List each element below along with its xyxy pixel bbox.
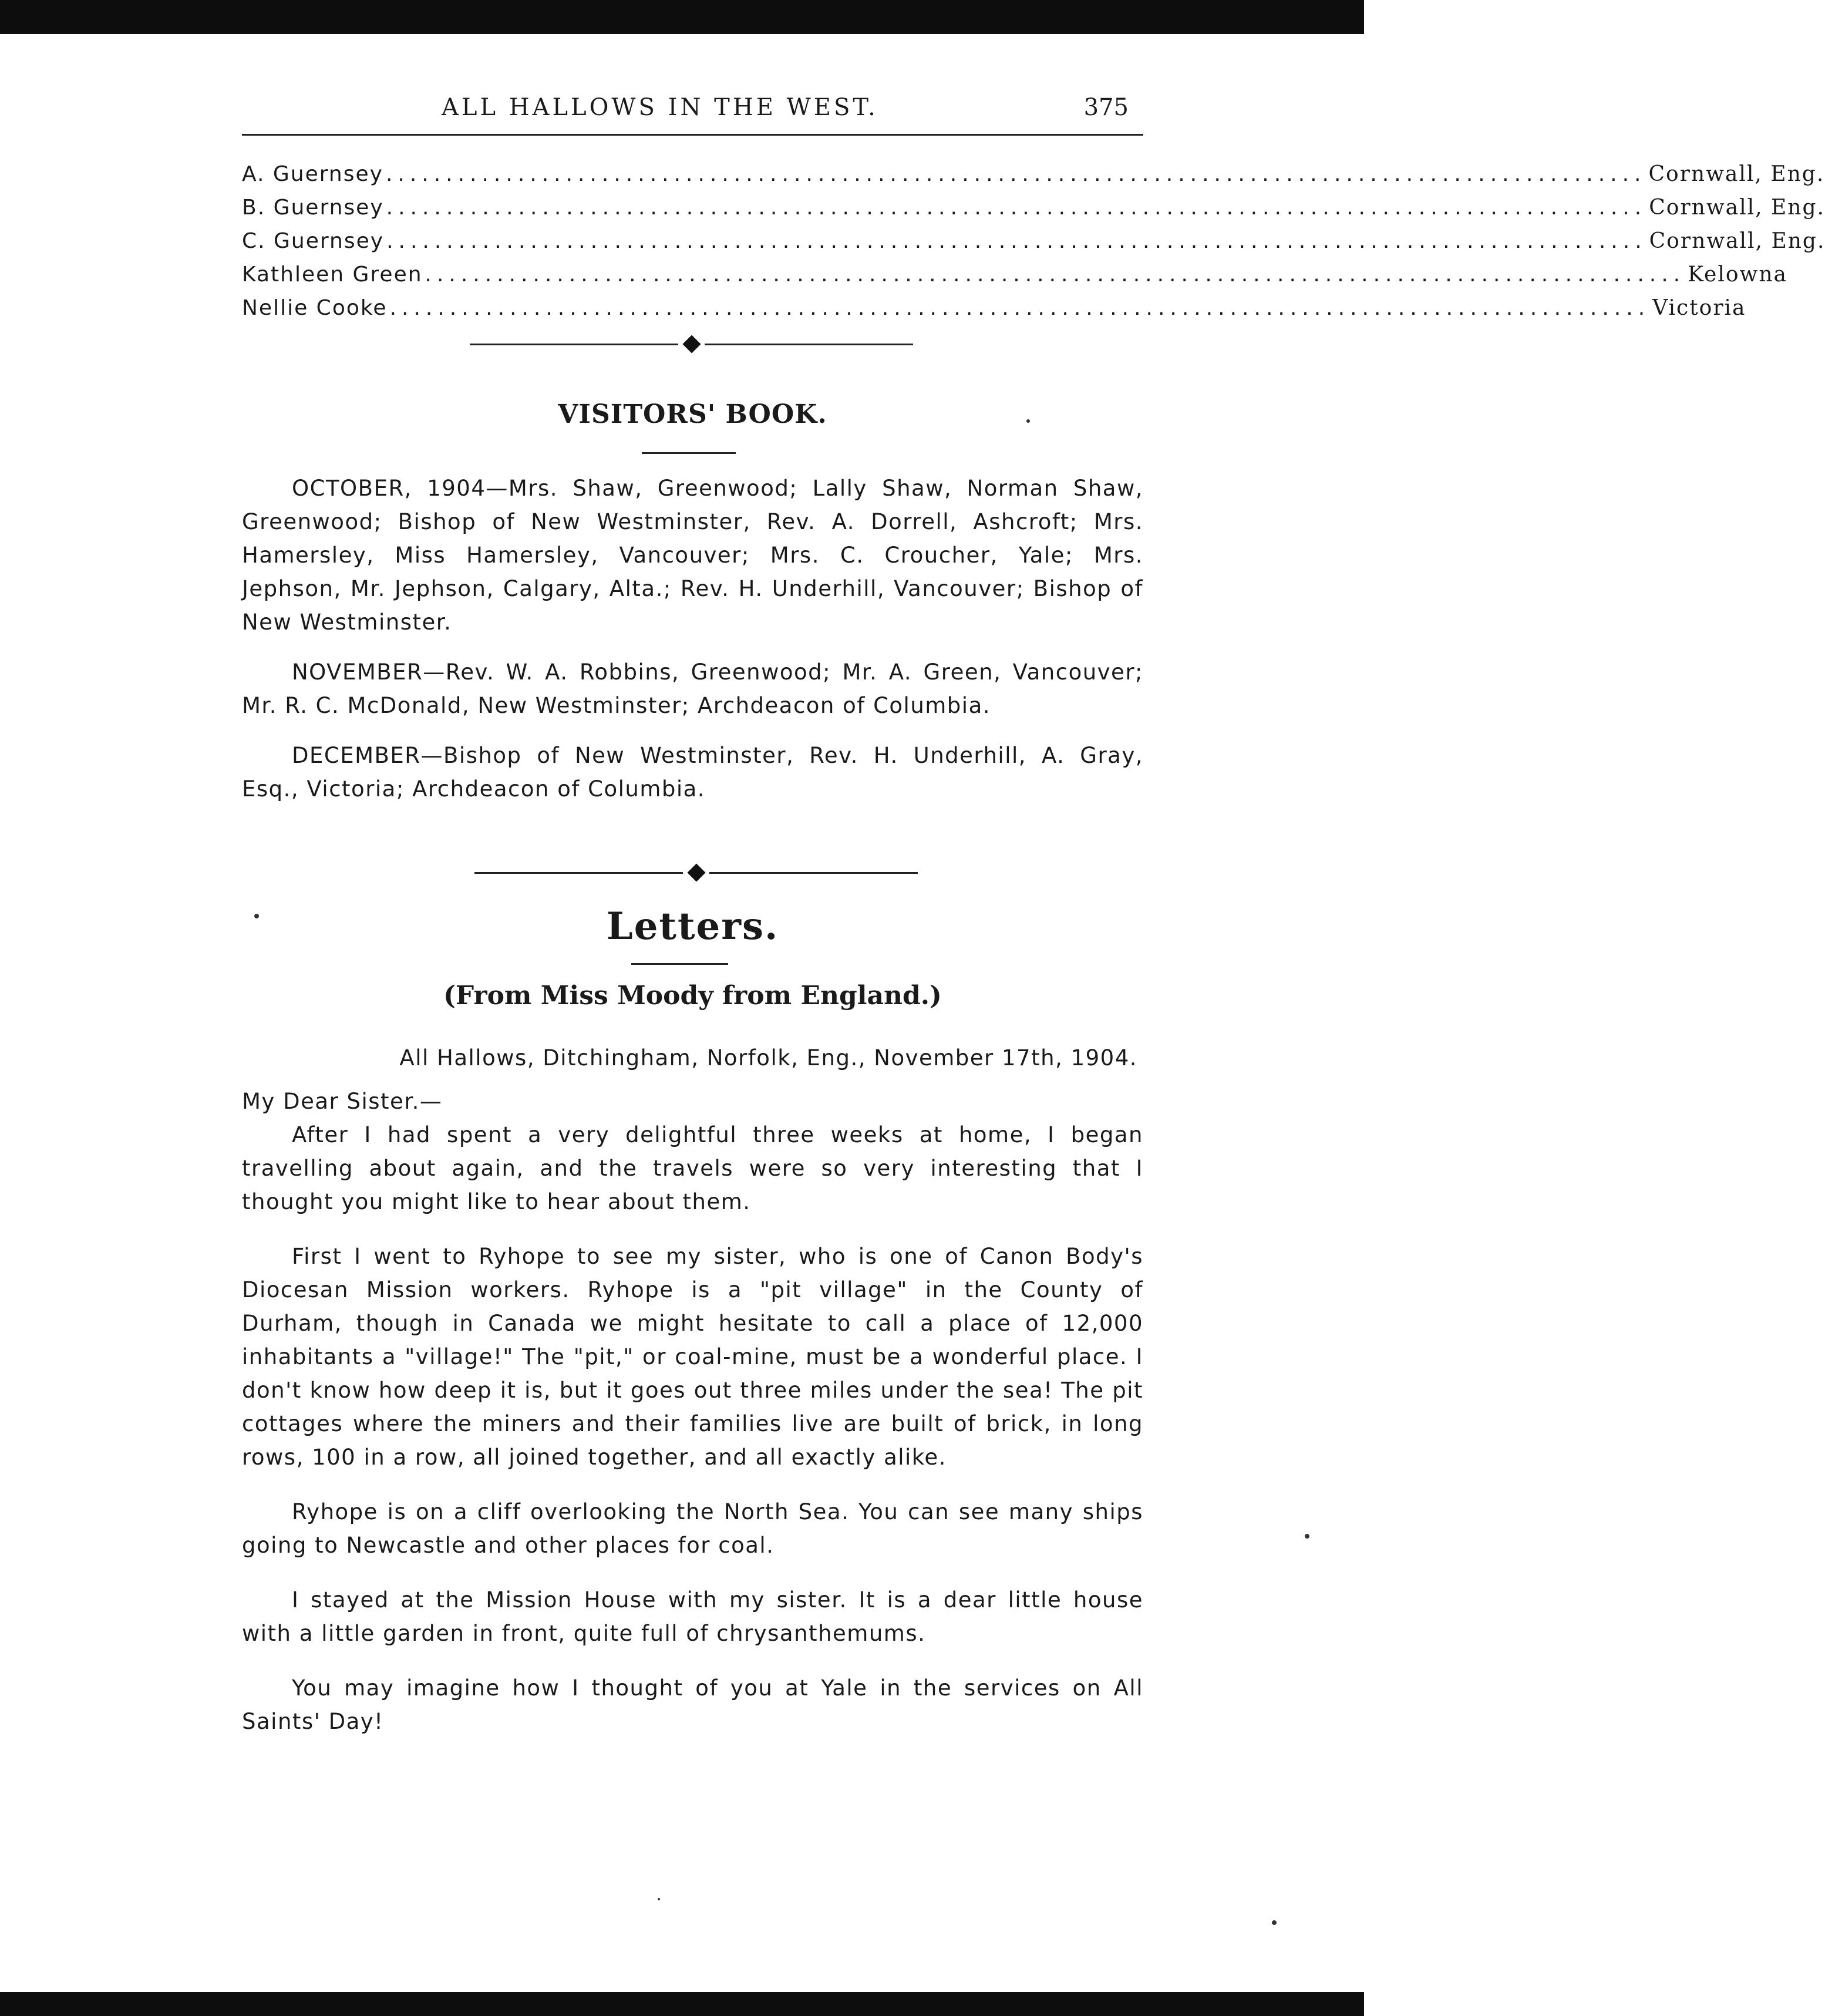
running-header [242,94,1143,129]
print-speck [254,914,259,918]
list-item-name: Kathleen Green [242,262,423,287]
print-speck [1272,1920,1277,1925]
list-item [242,229,1825,262]
diamond-ornament-icon [682,335,701,353]
visitors-entry-december: DECEMBER—Bishop of New Westminster, Rev. H. Underhill, A. Gray, Esq., Victoria; Archdeacon of Columbia. [242,743,1143,802]
letter-paragraph: I stayed at the Mission House with my sister. It is a dear little house with a little garden in front, quite full of chrysanthemums. [242,1587,1143,1646]
letters-heading: Letters. [606,904,779,948]
top-border-bar [0,0,1364,34]
header-rule [242,134,1143,136]
leader-dots: ......................................................................................................... [385,162,1646,186]
list-item [242,296,1746,329]
leader-dots: ......................................................................................................... [389,296,1651,320]
leader-dots: ......................................................................................................... [425,262,1686,287]
letter-paragraph: Ryhope is on a cliff overlooking the North Sea. You can see many ships going to Newcastle and other places for coal. [242,1499,1143,1558]
letter-dateline: All Hallows, Ditchingham, Norfolk, Eng., November 17th, 1904. [399,1045,1137,1071]
list-item-name: C. Guernsey [242,229,385,253]
print-speck [1305,1534,1309,1539]
leader-dots: ......................................................................................................... [386,196,1647,220]
page-number: 375 [1083,94,1129,121]
list-item [242,262,1787,296]
heading-rule [631,963,728,965]
ornament-divider [470,332,913,356]
letters-subheading: (From Miss Moody from England.) [443,981,942,1011]
list-item-place: Cornwall, Eng. [1649,196,1825,220]
print-speck [1026,419,1030,423]
visitors-heading: VISITORS' BOOK. [558,399,827,429]
visitors-entry-november: NOVEMBER—Rev. W. A. Robbins, Greenwood; Mr. A. Green, Vancouver; Mr. R. C. McDonald, New Westminster; Archdeacon of Columbia. [242,659,1143,718]
letter-paragraph: You may imagine how I thought of you at Yale in the services on All Saints' Day! [242,1675,1143,1734]
letter-body [242,1041,1143,1738]
list-item [242,196,1825,229]
list-item-name: Nellie Cooke [242,296,388,320]
diamond-ornament-icon [687,863,705,881]
name-list [242,162,1825,329]
list-item-place: Kelowna [1688,262,1787,287]
print-speck [658,1898,660,1900]
bottom-border-bar [0,1992,1364,2016]
visitors-entries [242,472,1143,806]
list-item-name: B. Guernsey [242,196,384,220]
leader-dots: ......................................................................................................... [386,229,1647,253]
list-item-name: A. Guernsey [242,162,383,186]
list-item-place: Victoria [1652,296,1746,320]
list-item-place: Cornwall, Eng. [1648,162,1825,186]
heading-rule [642,452,736,454]
letter-paragraph: After I had spent a very delightful three weeks at home, I began travelling about again, and the travels were so very interesting that I thought you might like to hear about them. [242,1122,1143,1214]
letter-salutation: My Dear Sister.— [242,1089,443,1114]
ornament-divider [474,861,918,884]
letter-paragraph: First I went to Ryhope to see my sister, who is one of Canon Body's Diocesan Mission workers. Ryhope is a "pit village" in the County of Durham, though in Canada we might hesitate to call a place of 12,000 inhabitants a "village!" The "pit," or coal-mine, must be a wonderful place. I don't know how deep it is, but it goes out three miles under the sea! The pit cottages where the miners and their families live are built of brick, in long rows, 100 in a row, all joined together, and all exactly alike. [242,1244,1143,1470]
running-title: ALL HALLOWS IN THE WEST. [442,94,878,121]
list-item [242,162,1825,196]
visitors-entry-october: OCTOBER, 1904—Mrs. Shaw, Greenwood; Lally Shaw, Norman Shaw, Greenwood; Bishop of New Westminster, Rev. A. Dorrell, Ashcroft; Mrs. Hamersley, Miss Hamersley, Vancouver; Mrs. C. Croucher, Yale; Mrs. Jephson, Mr. Jephson, Calgary, Alta.; Rev. H. Underhill, Vancouver; Bishop of New Westminster. [242,476,1143,635]
list-item-place: Cornwall, Eng. [1649,229,1825,253]
